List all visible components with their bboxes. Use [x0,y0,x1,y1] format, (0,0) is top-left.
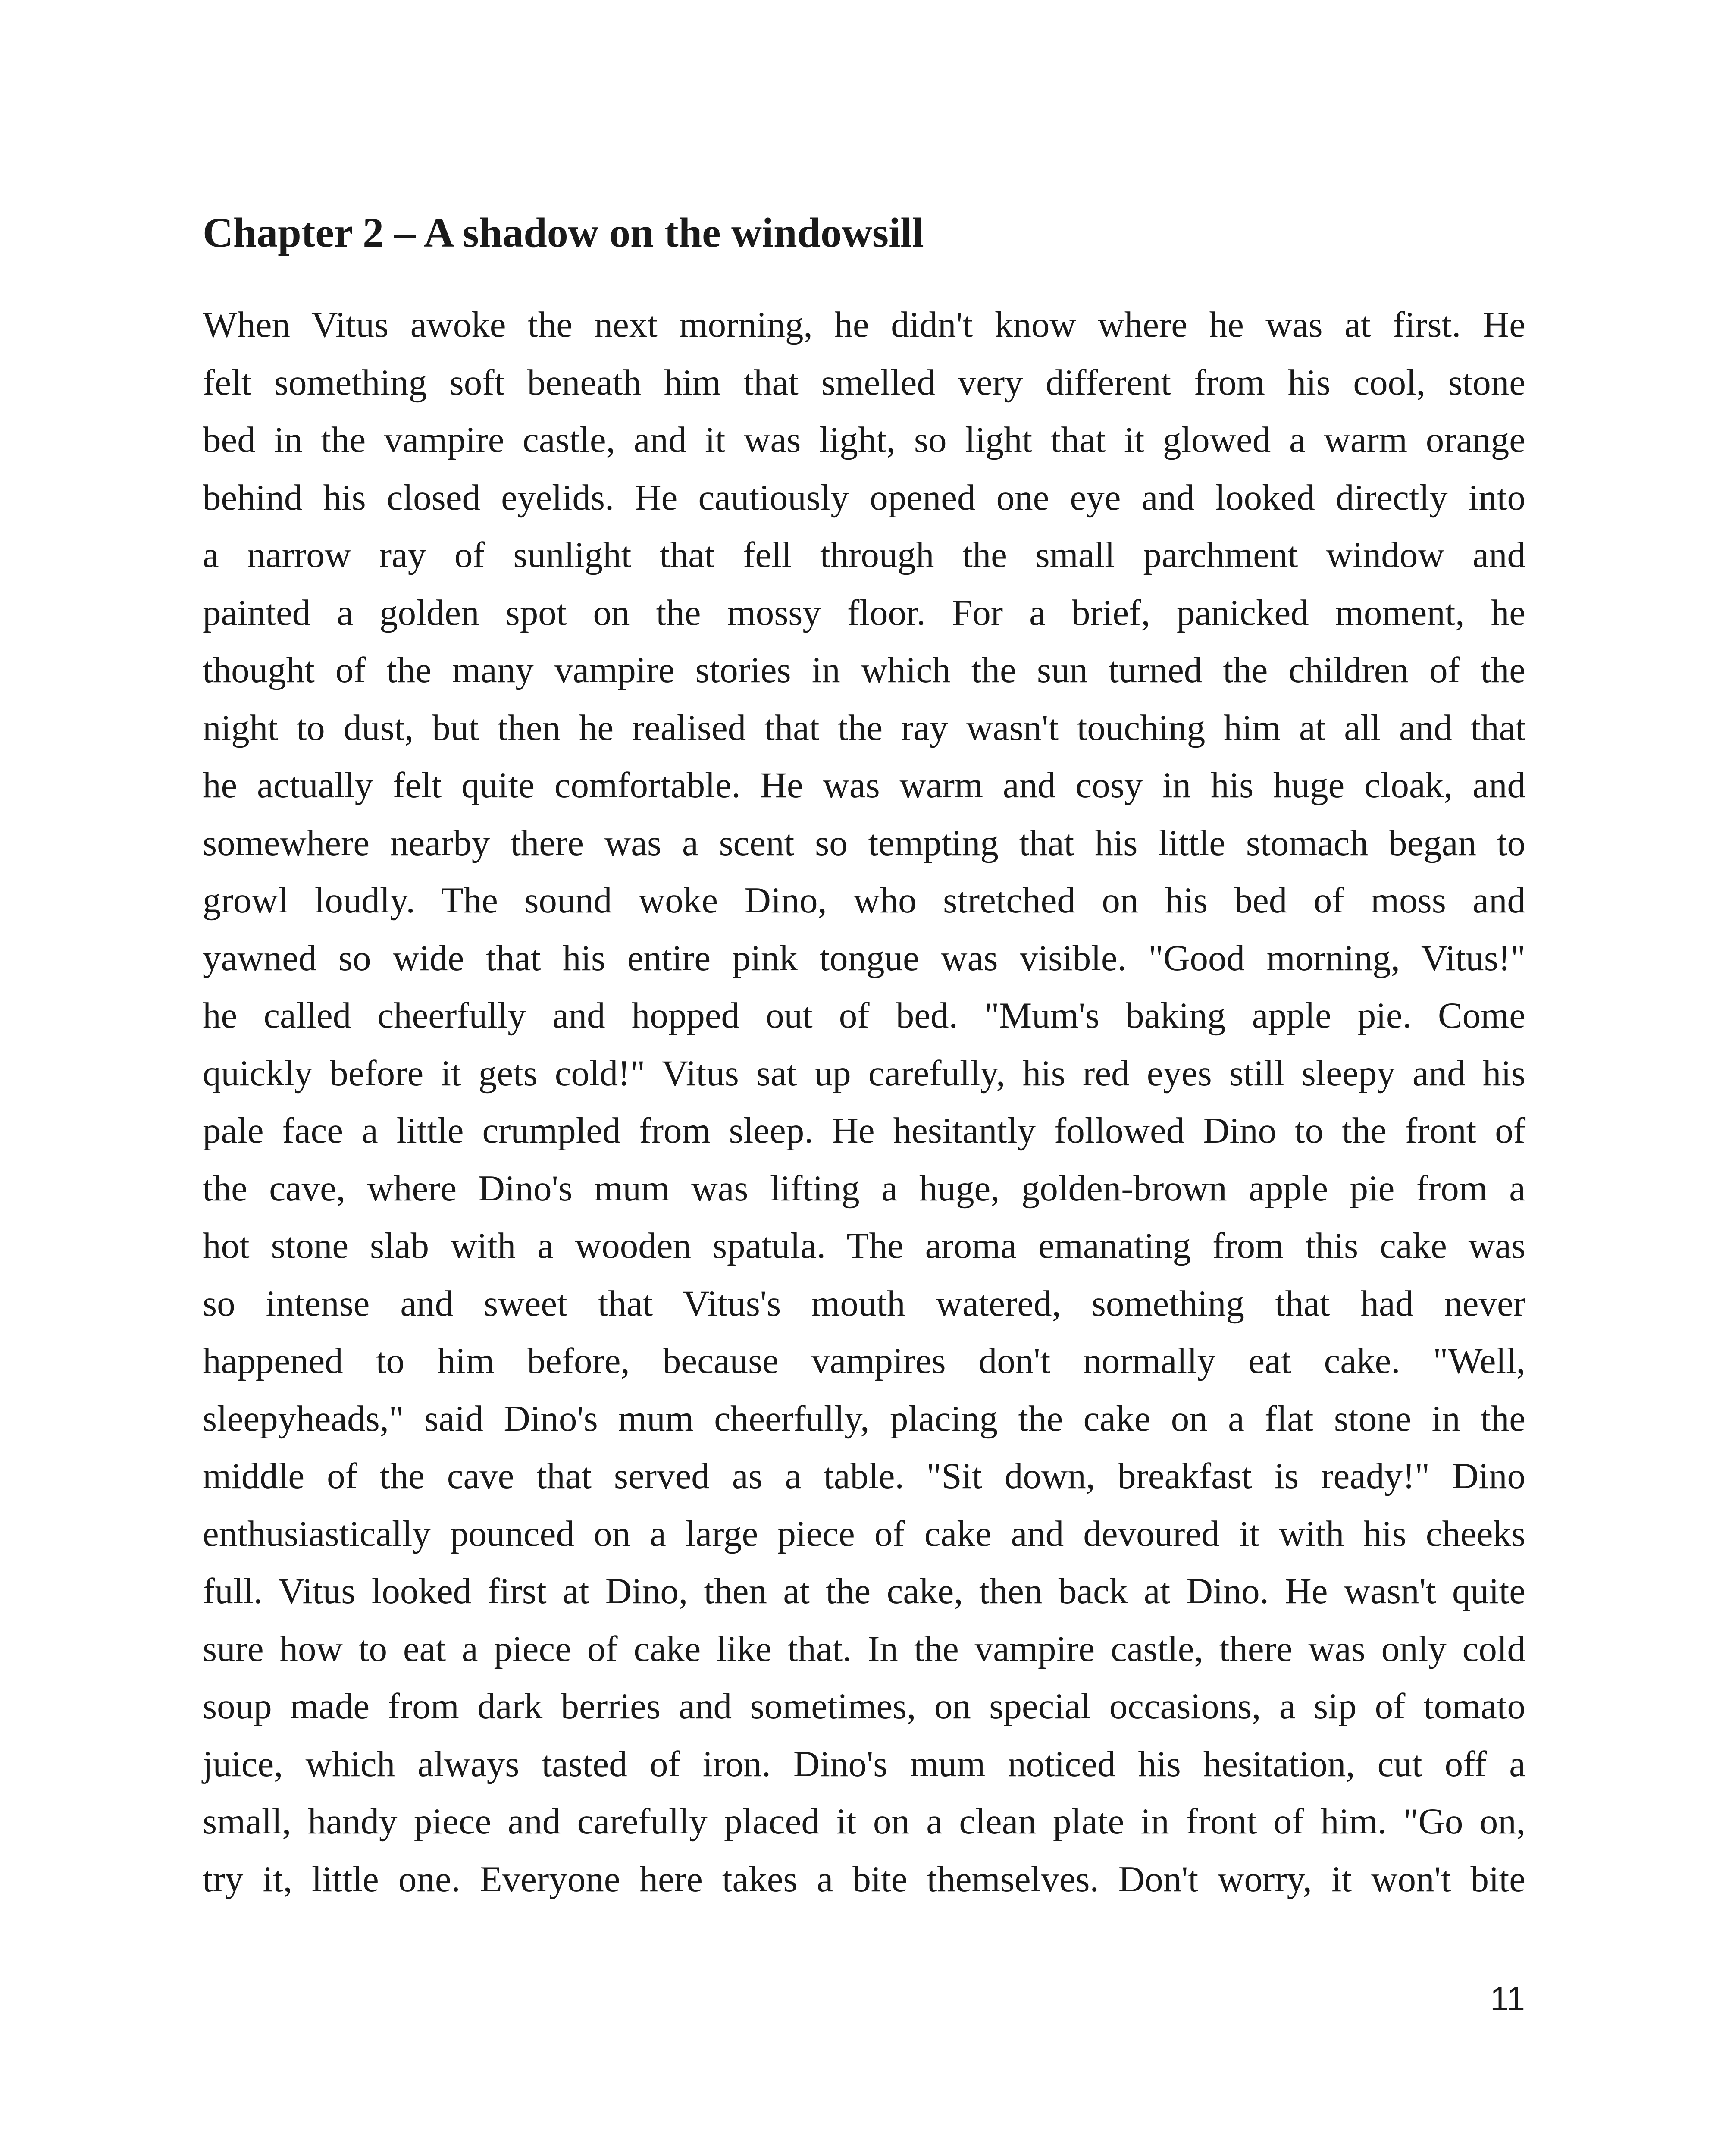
body-line: night to dust, but then he realised that the ray wasn't touching him at all and that [203,707,1525,748]
body-line: sleepyheads," said Dino's mum cheerfully, placing the cake on a flat stone in the [203,1398,1525,1439]
body-line: somewhere nearby there was a scent so tempting that his little stomach began to [203,822,1525,863]
body-line: try it, little one. Everyone here takes a bite themselves. Don't worry, it won't bite [203,1858,1525,1899]
body-line: happened to him before, because vampires don't normally eat cake. "Well, [203,1341,1525,1381]
body-line: the cave, where Dino's mum was lifting a huge, golden-brown apple pie from a [203,1168,1525,1209]
body-line: middle of the cave that served as a table. "Sit down, breakfast is ready!" Dino [203,1456,1525,1496]
chapter-title: Chapter 2 – A shadow on the windowsill [203,210,924,256]
body-line: full. Vitus looked first at Dino, then at the cake, then back at Dino. He wasn't quite [203,1571,1525,1611]
body-line: soup made from dark berries and sometimes, on special occasions, a sip of tomato [203,1686,1525,1727]
body-line: painted a golden spot on the mossy floor. For a brief, panicked moment, he [203,592,1525,633]
body-line: small, handy piece and carefully placed it on a clean plate in front of him. "Go on, [203,1801,1525,1842]
body-line: quickly before it gets cold!" Vitus sat up carefully, his red eyes still sleepy and his [203,1053,1525,1094]
body-line: growl loudly. The sound woke Dino, who stretched on his bed of moss and [203,880,1525,921]
body-line: juice, which always tasted of iron. Dino's mum noticed his hesitation, cut off a [203,1743,1525,1784]
body-line: bed in the vampire castle, and it was light, so light that it glowed a warm orange [203,420,1525,460]
body-line: behind his closed eyelids. He cautiously opened one eye and looked directly into [203,477,1525,518]
body-line: pale face a little crumpled from sleep. He hesitantly followed Dino to the front of [203,1110,1525,1151]
body-line: thought of the many vampire stories in which the sun turned the children of the [203,650,1525,690]
body-line: felt something soft beneath him that smelled very different from his cool, stone [203,362,1525,403]
body-line: so intense and sweet that Vitus's mouth watered, something that had never [203,1283,1525,1324]
body-line: hot stone slab with a wooden spatula. The aroma emanating from this cake was [203,1225,1525,1266]
body-line: When Vitus awoke the next morning, he didn't know where he was at first. He [203,304,1525,345]
body-line: he called cheerfully and hopped out of bed. "Mum's baking apple pie. Come [203,995,1525,1036]
body-line: enthusiastically pounced on a large piece of cake and devoured it with his cheeks [203,1513,1525,1554]
body-line: sure how to eat a piece of cake like that. In the vampire castle, there was only cold [203,1628,1525,1669]
page-number: 11 [1490,1980,1525,2018]
body-text [203,296,1525,1908]
body-line: he actually felt quite comfortable. He was warm and cosy in his huge cloak, and [203,765,1525,805]
body-line: yawned so wide that his entire pink tongue was visible. "Good morning, Vitus!" [203,937,1525,978]
body-line: a narrow ray of sunlight that fell through the small parchment window and [203,535,1525,575]
